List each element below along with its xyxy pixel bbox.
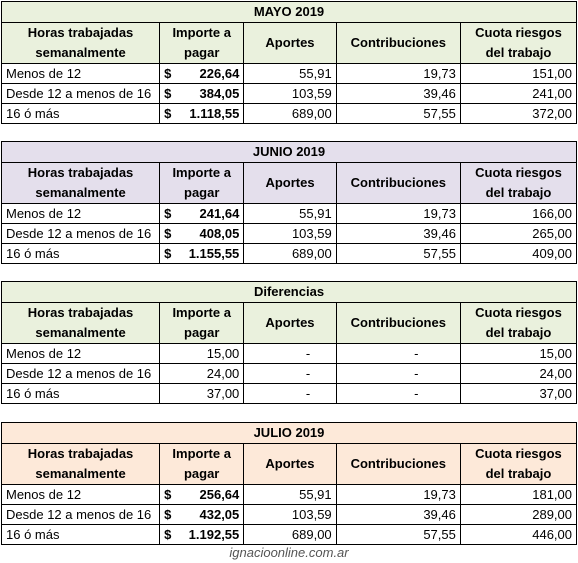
- contribuciones-value: 57,55: [336, 525, 460, 545]
- importe-value: 1.155,55: [188, 246, 240, 261]
- aportes-value: 103,59: [244, 224, 336, 244]
- header-contribuciones: Contribuciones: [336, 163, 460, 204]
- importe-value: 1.118,55: [189, 106, 240, 121]
- table-junio-2019: [1, 141, 577, 264]
- row-label: Desde 12 a menos de 16: [2, 364, 160, 384]
- cuota-value: 24,00: [460, 364, 576, 384]
- header-importe: Importe a pagar: [160, 303, 244, 344]
- importe-cell: [160, 525, 244, 545]
- header-importe: Importe a pagar: [160, 23, 244, 64]
- header-importe: Importe a pagar: [160, 444, 244, 485]
- header-contribuciones: Contribuciones: [336, 23, 460, 64]
- aportes-value: 103,59: [244, 84, 336, 104]
- cuota-value: 15,00: [460, 344, 576, 364]
- data-table: [1, 1, 577, 124]
- importe-cell: [160, 505, 244, 525]
- table-row: [2, 384, 577, 404]
- table-mayo-2019: [1, 1, 577, 124]
- aportes-value: 689,00: [244, 104, 336, 124]
- importe-cell: [160, 104, 244, 124]
- table-row: [2, 104, 577, 124]
- contribuciones-value: 57,55: [336, 104, 460, 124]
- importe-value: 1.192,55: [188, 527, 240, 542]
- contribuciones-value: 39,46: [336, 84, 460, 104]
- importe-cell: [160, 84, 244, 104]
- header-horas: Horas trabajadas semanalmente: [2, 444, 160, 485]
- cuota-value: 37,00: [460, 384, 576, 404]
- header-cuota: Cuota riesgos del trabajo: [460, 303, 576, 344]
- table-title: MAYO 2019: [2, 2, 577, 23]
- contribuciones-value: 19,73: [336, 204, 460, 224]
- header-contribuciones: Contribuciones: [336, 444, 460, 485]
- header-contribuciones: Contribuciones: [336, 303, 460, 344]
- data-table: [1, 141, 577, 264]
- header-aportes: Aportes: [244, 163, 336, 204]
- row-label: Menos de 12: [2, 64, 160, 84]
- currency-symbol: $: [164, 206, 172, 221]
- importe-cell: [160, 204, 244, 224]
- table-row: [2, 505, 577, 525]
- row-label: Menos de 12: [2, 204, 160, 224]
- importe-value: 37,00: [160, 384, 244, 404]
- cuota-value: 409,00: [460, 244, 576, 264]
- importe-value: 24,00: [160, 364, 244, 384]
- cuota-value: 166,00: [460, 204, 576, 224]
- importe-value: 432,05: [199, 507, 240, 522]
- header-cuota: Cuota riesgos del trabajo: [460, 444, 576, 485]
- header-horas: Horas trabajadas semanalmente: [2, 23, 160, 64]
- cuota-value: 372,00: [460, 104, 576, 124]
- aportes-value: 55,91: [244, 204, 336, 224]
- table-title: JUNIO 2019: [2, 142, 577, 163]
- row-label: Desde 12 a menos de 16: [2, 84, 160, 104]
- cuota-value: 265,00: [460, 224, 576, 244]
- currency-symbol: $: [164, 106, 172, 121]
- contribuciones-value: 19,73: [336, 64, 460, 84]
- importe-value: 15,00: [160, 344, 244, 364]
- cuota-value: 241,00: [460, 84, 576, 104]
- table-title: JULIO 2019: [2, 423, 577, 444]
- aportes-value: 55,91: [244, 64, 336, 84]
- header-horas: Horas trabajadas semanalmente: [2, 163, 160, 204]
- currency-symbol: $: [164, 246, 172, 261]
- currency-symbol: $: [164, 66, 172, 81]
- contribuciones-value: -: [336, 344, 460, 364]
- table-row: [2, 525, 577, 545]
- header-cuota: Cuota riesgos del trabajo: [460, 163, 576, 204]
- currency-symbol: $: [164, 86, 172, 101]
- currency-symbol: $: [164, 527, 172, 542]
- table-row: [2, 244, 577, 264]
- aportes-value: -: [244, 384, 336, 404]
- row-label: 16 ó más: [2, 525, 160, 545]
- row-label: 16 ó más: [2, 384, 160, 404]
- aportes-value: -: [244, 344, 336, 364]
- contribuciones-value: 57,55: [336, 244, 460, 264]
- aportes-value: 103,59: [244, 505, 336, 525]
- table-row: [2, 224, 577, 244]
- cuota-value: 151,00: [460, 64, 576, 84]
- contribuciones-value: -: [336, 364, 460, 384]
- aportes-value: 689,00: [244, 244, 336, 264]
- header-importe: Importe a pagar: [160, 163, 244, 204]
- row-label: Menos de 12: [2, 344, 160, 364]
- contribuciones-value: -: [336, 384, 460, 404]
- importe-cell: [160, 244, 244, 264]
- aportes-value: 689,00: [244, 525, 336, 545]
- data-table: [1, 281, 577, 404]
- table-julio-2019: [1, 422, 577, 545]
- importe-cell: [160, 64, 244, 84]
- importe-value: 226,64: [199, 66, 240, 81]
- importe-cell: [160, 485, 244, 505]
- table-row: [2, 485, 577, 505]
- header-aportes: Aportes: [244, 444, 336, 485]
- importe-value: 241,64: [199, 206, 240, 221]
- contribuciones-value: 39,46: [336, 505, 460, 525]
- importe-value: 384,05: [199, 86, 240, 101]
- row-label: 16 ó más: [2, 104, 160, 124]
- table-row: [2, 204, 577, 224]
- row-label: Desde 12 a menos de 16: [2, 224, 160, 244]
- contribuciones-value: 39,46: [336, 224, 460, 244]
- cuota-value: 446,00: [460, 525, 576, 545]
- currency-symbol: $: [164, 487, 172, 502]
- table-title: Diferencias: [2, 282, 577, 303]
- header-horas: Horas trabajadas semanalmente: [2, 303, 160, 344]
- table-row: [2, 84, 577, 104]
- cuota-value: 181,00: [460, 485, 576, 505]
- data-table: [1, 422, 577, 545]
- header-aportes: Aportes: [244, 303, 336, 344]
- cuota-value: 289,00: [460, 505, 576, 525]
- contribuciones-value: 19,73: [336, 485, 460, 505]
- importe-value: 256,64: [199, 487, 240, 502]
- table-row: [2, 64, 577, 84]
- currency-symbol: $: [164, 226, 172, 241]
- currency-symbol: $: [164, 507, 172, 522]
- row-label: 16 ó más: [2, 244, 160, 264]
- row-label: Menos de 12: [2, 485, 160, 505]
- footer-watermark: ignacioonline.com.ar: [229, 545, 349, 560]
- header-aportes: Aportes: [244, 23, 336, 64]
- importe-cell: [160, 224, 244, 244]
- table-row: [2, 364, 577, 384]
- table-diferencias: [1, 281, 577, 404]
- importe-value: 408,05: [199, 226, 240, 241]
- aportes-value: -: [244, 364, 336, 384]
- row-label: Desde 12 a menos de 16: [2, 505, 160, 525]
- table-row: [2, 344, 577, 364]
- header-cuota: Cuota riesgos del trabajo: [460, 23, 576, 64]
- aportes-value: 55,91: [244, 485, 336, 505]
